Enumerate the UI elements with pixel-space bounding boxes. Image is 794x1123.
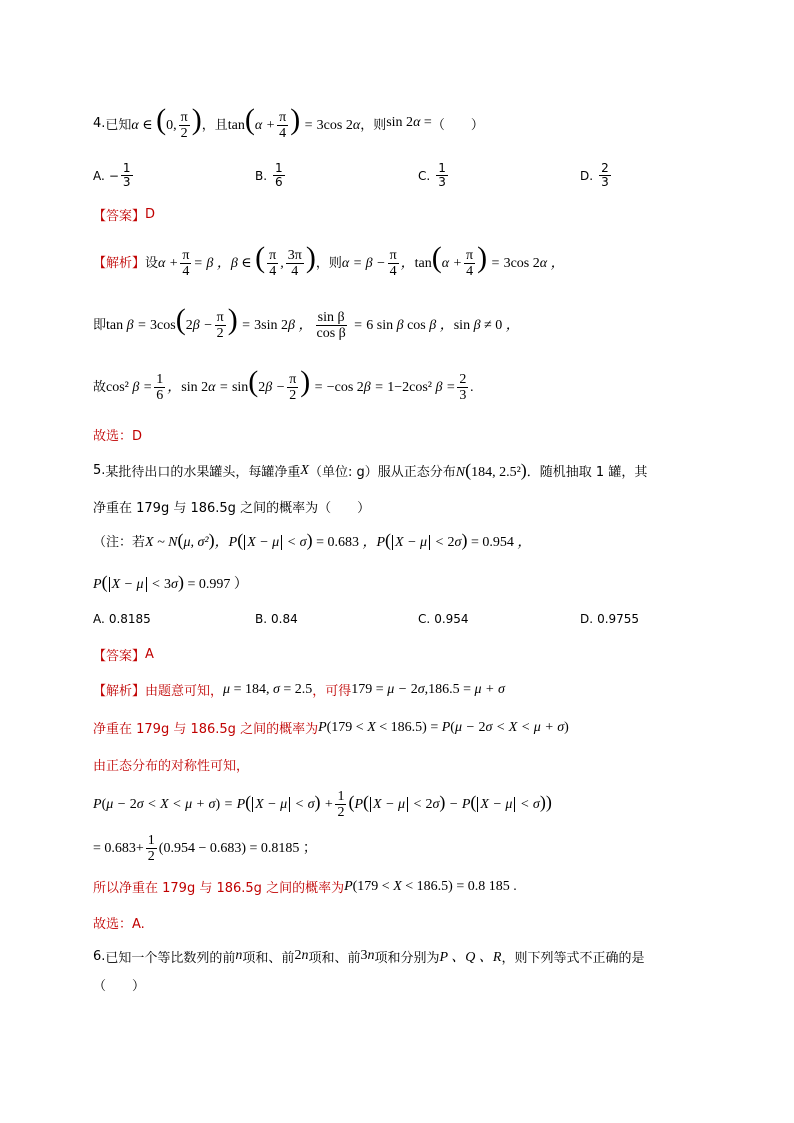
q4-condition-math: tan(α + $\frac{\pi}{4}$ ) = 3cos 2α — [227, 103, 361, 142]
q5-note-line2: P( X − μ < 3σ) = 0.997 ） — [93, 572, 248, 592]
q5-note-line1: （注：若 X ~ N(μ, σ²)，P( X − μ < σ) = 0.683 ，P( X − μ < 2σ) = 0.954 ， — [93, 530, 532, 550]
q4-analysis-line3: 故 cos² β = $\frac{1}{6}$ ，sin 2α = sin(2β − $\frac{\pi}{2}$ ) = −cos 2β = 1−2cos² β = $\frac{2}{3}$ . — [93, 365, 474, 404]
q6-stem: 6. 已知一个等比数列的前 n 项和、前 2n 项和、前 3n 项和分别为 P 、Q 、R ，则下列等式不正确的是 — [93, 948, 645, 966]
q4-result: 故选：D — [93, 429, 143, 444]
q5-option-d[interactable]: D. 0.9755 — [580, 612, 640, 626]
q5-analysis-line6: 所以净重在 179g 与 186.5g 之间的概率为 P(179 < X < 186.5) = 0.8 185 . — [93, 878, 517, 896]
q4-analysis-line2: 即 tan β = 3cos(2β − $\frac{\pi}{2}$ ) = 3sin 2β ， $\frac{\text{sin β}}{\text{cos β}}$ = 6 sin β cos β ，sin β ≠ 0 ， — [93, 303, 520, 342]
q4-domain-math: α ∈ (0, $\frac{\pi}{2}$ ) — [131, 103, 202, 142]
q5-result: 故选：A. — [93, 917, 145, 932]
q5-analysis-line4: P(μ − 2σ < X < μ + σ) = P( X − μ < σ) + $\frac{1}{2}$ (P( X − μ < 2σ) − P( X − μ < σ)) — [93, 789, 552, 821]
q4-answer: 【答案】 D — [93, 207, 156, 224]
q5-option-a[interactable]: A. 0.8185 — [93, 612, 151, 626]
q4-option-b[interactable]: B. $\frac{1}{6}$ — [255, 161, 283, 190]
q5-stem-line2: 净重在 179g 与 186.5g 之间的概率为（ ） — [93, 501, 371, 516]
q4-analysis-line1: 【解析】 设 α + $\frac{\pi}{4}$ = β ，β ∈ ( $\frac{\pi}{4}$ , $\frac{3\pi}{4}$ ) ，则 α = β − $\frac{\pi}{4}$ ，tan(α + $\frac{\pi}{4}$ ) = 3cos 2α ， — [93, 241, 565, 280]
q5-analysis-line5: = 0.683+ $\frac{1}{2}$ (0.954 − 0.683) = 0.8185 ； — [93, 833, 317, 865]
q5-option-c[interactable]: C. 0.954 — [418, 612, 469, 626]
q4-option-c[interactable]: C. $\frac{1}{3}$ — [418, 161, 446, 190]
q5-stem-line1: 5. 某批待出口的水果罐头，每罐净重 X （单位: g）服从正态分布 N(184, 2.5²) ．随机抽取 1 罐，其 — [93, 460, 648, 480]
q5-answer: 【答案】 A — [93, 647, 154, 664]
q5-analysis-line2: 净重在 179g 与 186.5g 之间的概率为 P(179 < X < 186.5) = P(μ − 2σ < X < μ + σ) — [93, 719, 569, 737]
q4-option-d[interactable]: D. $\frac{2}{3}$ — [580, 161, 609, 190]
q5-option-b[interactable]: B. 0.84 — [255, 612, 298, 626]
q5-analysis-line3: 由正态分布的对称性可知， — [93, 759, 250, 774]
q4-option-a[interactable]: A. − $\frac{1}{3}$ — [93, 161, 131, 190]
q4-stem: 4. 已知 α ∈ (0, $\frac{\pi}{2}$ ) ，且 tan(α + $\frac{\pi}{4}$ ) = 3cos 2α ，则 sin 2α = （ ） — [93, 103, 484, 142]
q4-number: 4. — [93, 115, 106, 131]
q6-paren: （ ） — [93, 979, 146, 994]
q5-analysis-line1: 【解析】 由题意可知， μ = 184, σ = 2.5 ，可得 179 = μ − 2σ,186.5 = μ + σ — [93, 681, 505, 699]
